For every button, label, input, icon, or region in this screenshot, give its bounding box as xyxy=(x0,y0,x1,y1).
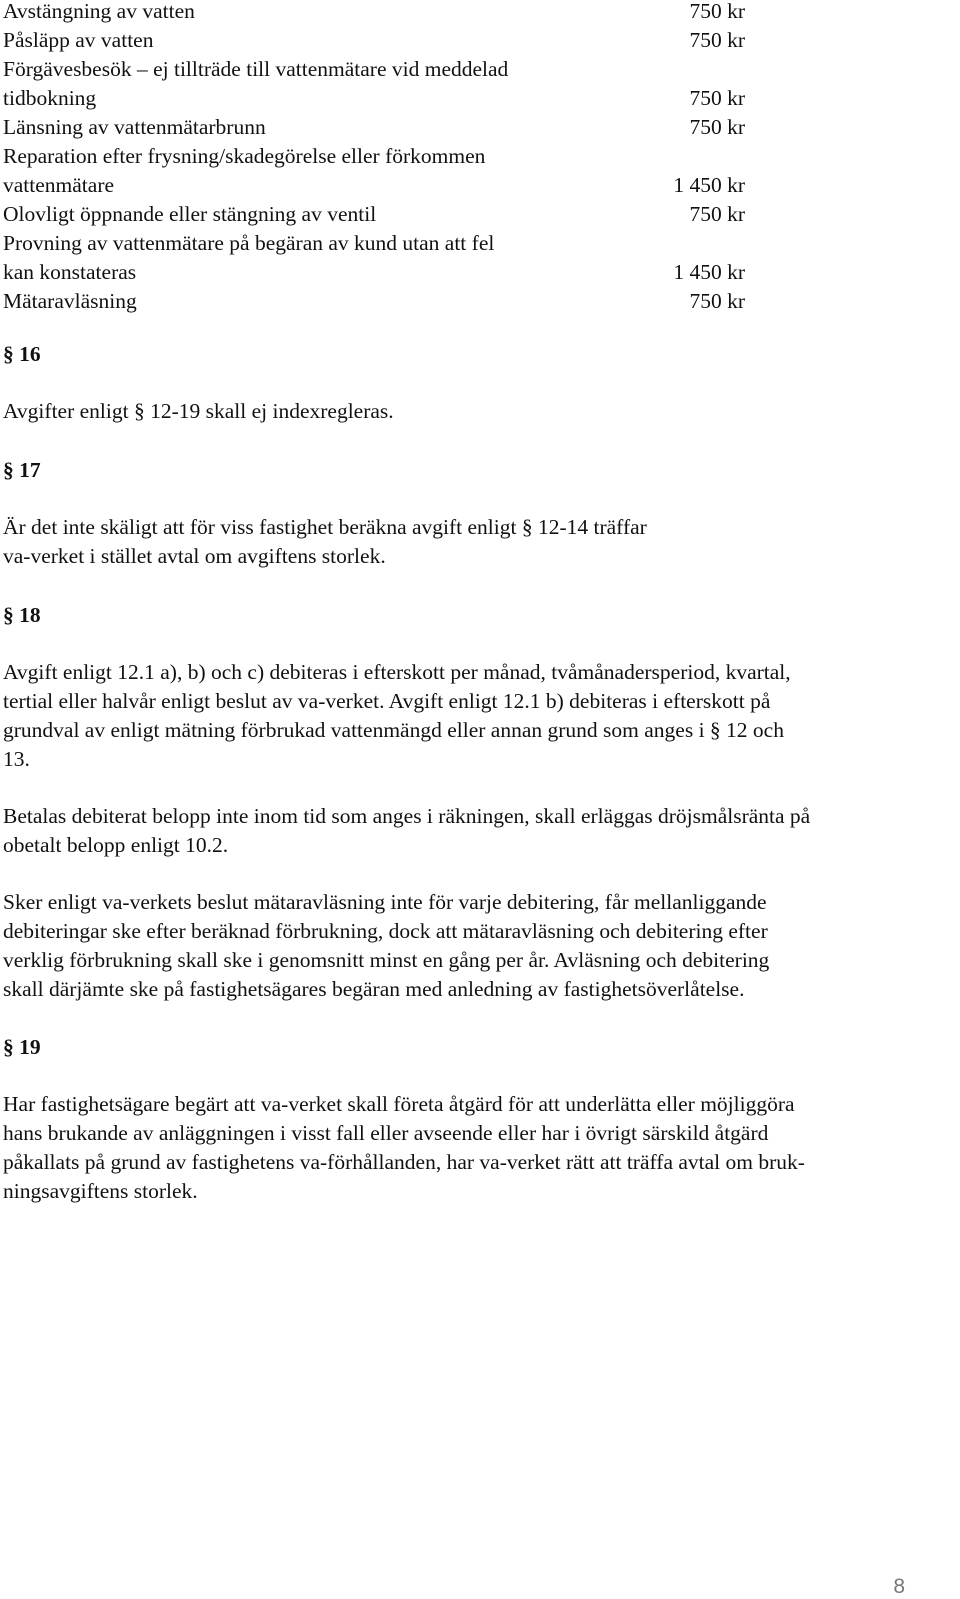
text-line: verklig förbrukning skall ske i genomsnitt minst en gång per år. Avläsning och debitering xyxy=(3,948,770,972)
section-17-text xyxy=(3,513,953,571)
fee-amount: 1 450 kr xyxy=(673,173,745,197)
text-line: grundval av enligt mätning förbrukad vattenmängd eller annan grund som anges i § 12 och xyxy=(3,718,784,742)
fee-description-line: Förgävesbesök – ej tillträde till vattenmätare vid meddelad xyxy=(3,57,509,81)
text-line: Sker enligt va-verkets beslut mätaravläsning inte för varje debitering, får mellanliggande xyxy=(3,890,767,914)
page-number: 8 xyxy=(893,1575,905,1598)
section-19-heading xyxy=(3,1033,953,1062)
fee-description xyxy=(3,142,603,200)
fee-row xyxy=(3,229,745,287)
section-19 xyxy=(3,1033,953,1062)
fee-amount: 750 kr xyxy=(689,202,745,226)
fee-description-line: Reparation efter frysning/skadegörelse eller förkommen xyxy=(3,144,486,168)
section-18-paragraph-3 xyxy=(3,888,953,1004)
text-line: 13. xyxy=(3,747,30,771)
fee-description-line: Länsning av vattenmätarbrunn xyxy=(3,115,266,139)
section-18-paragraph-1 xyxy=(3,658,953,774)
fee-description xyxy=(3,0,603,26)
fee-table xyxy=(3,0,745,316)
fee-amount: 750 kr xyxy=(689,86,745,110)
text-line: Avgift enligt 12.1 a), b) och c) debiteras i efterskott per månad, tvåmånadersperiod, kvartal, xyxy=(3,660,791,684)
fee-description xyxy=(3,287,603,316)
text-line: skall därjämte ske på fastighetsägares begäran med anledning av fastighetsöverlåtelse. xyxy=(3,977,745,1001)
paragraph-symbol: § xyxy=(3,603,14,627)
fee-amount: 1 450 kr xyxy=(673,260,745,284)
fee-description xyxy=(3,229,603,287)
text-line: hans brukande av anläggningen i visst fall eller avseende eller har i övrigt särskild åtgärd xyxy=(3,1121,769,1145)
section-16-heading xyxy=(3,340,953,369)
fee-row xyxy=(3,55,745,113)
fee-row xyxy=(3,0,745,26)
fee-amount: 750 kr xyxy=(689,28,745,52)
section-18 xyxy=(3,601,953,630)
fee-row xyxy=(3,113,745,142)
section-18-heading xyxy=(3,601,953,630)
paragraph-symbol: § xyxy=(3,1035,14,1059)
text-line: påkallats på grund av fastighetens va-förhållanden, har va-verket rätt att träffa avtal om bruk- xyxy=(3,1150,805,1174)
text-line: obetalt belopp enligt 10.2. xyxy=(3,833,229,857)
fee-amount: 750 kr xyxy=(689,289,745,313)
fee-row xyxy=(3,200,745,229)
fee-description-line: Påsläpp av vatten xyxy=(3,28,154,52)
paragraph-symbol: § xyxy=(3,342,14,366)
fee-amount: 750 kr xyxy=(689,0,745,23)
section-number: 18 xyxy=(19,603,41,627)
section-16 xyxy=(3,340,953,369)
fee-row xyxy=(3,287,745,316)
text-line: tertial eller halvår enligt beslut av va-verket. Avgift enligt 12.1 b) debiteras i efterskott på xyxy=(3,689,771,713)
text-line: Avgifter enligt § 12-19 skall ej indexregleras. xyxy=(3,399,394,423)
section-17-heading xyxy=(3,456,953,485)
text-line: Har fastighetsägare begärt att va-verket skall företa åtgärd för att underlätta eller möjliggöra xyxy=(3,1092,795,1116)
fee-row xyxy=(3,142,745,200)
section-number: 16 xyxy=(19,342,41,366)
text-line: Är det inte skäligt att för viss fastighet beräkna avgift enligt § 12-14 träffar xyxy=(3,515,647,539)
section-17 xyxy=(3,456,953,485)
fee-description xyxy=(3,200,603,229)
text-line: va-verket i stället avtal om avgiftens storlek. xyxy=(3,544,386,568)
fee-description-line: tidbokning xyxy=(3,86,97,110)
fee-description-line: kan konstateras xyxy=(3,260,137,284)
section-18-paragraph-2 xyxy=(3,802,953,860)
fee-description-line: vattenmätare xyxy=(3,173,115,197)
fee-description xyxy=(3,55,603,113)
section-16-text xyxy=(3,397,953,426)
fee-description-line: Olovligt öppnande eller stängning av ventil xyxy=(3,202,377,226)
text-line: debiteringar ske efter beräknad förbrukning, dock att mätaravläsning och debitering efter xyxy=(3,919,768,943)
section-number: 17 xyxy=(19,458,41,482)
text-line: Betalas debiterat belopp inte inom tid som anges i räkningen, skall erläggas dröjsmålsränta på xyxy=(3,804,811,828)
fee-description-line: Provning av vattenmätare på begäran av kund utan att fel xyxy=(3,231,495,255)
paragraph-symbol: § xyxy=(3,458,14,482)
fee-row xyxy=(3,26,745,55)
fee-description xyxy=(3,113,603,142)
section-number: 19 xyxy=(19,1035,41,1059)
fee-description-line: Avstängning av vatten xyxy=(3,0,195,23)
fee-amount: 750 kr xyxy=(689,115,745,139)
fee-description-line: Mätaravläsning xyxy=(3,289,137,313)
text-line: ningsavgiftens storlek. xyxy=(3,1179,198,1203)
section-19-text xyxy=(3,1090,953,1206)
fee-description xyxy=(3,26,603,55)
